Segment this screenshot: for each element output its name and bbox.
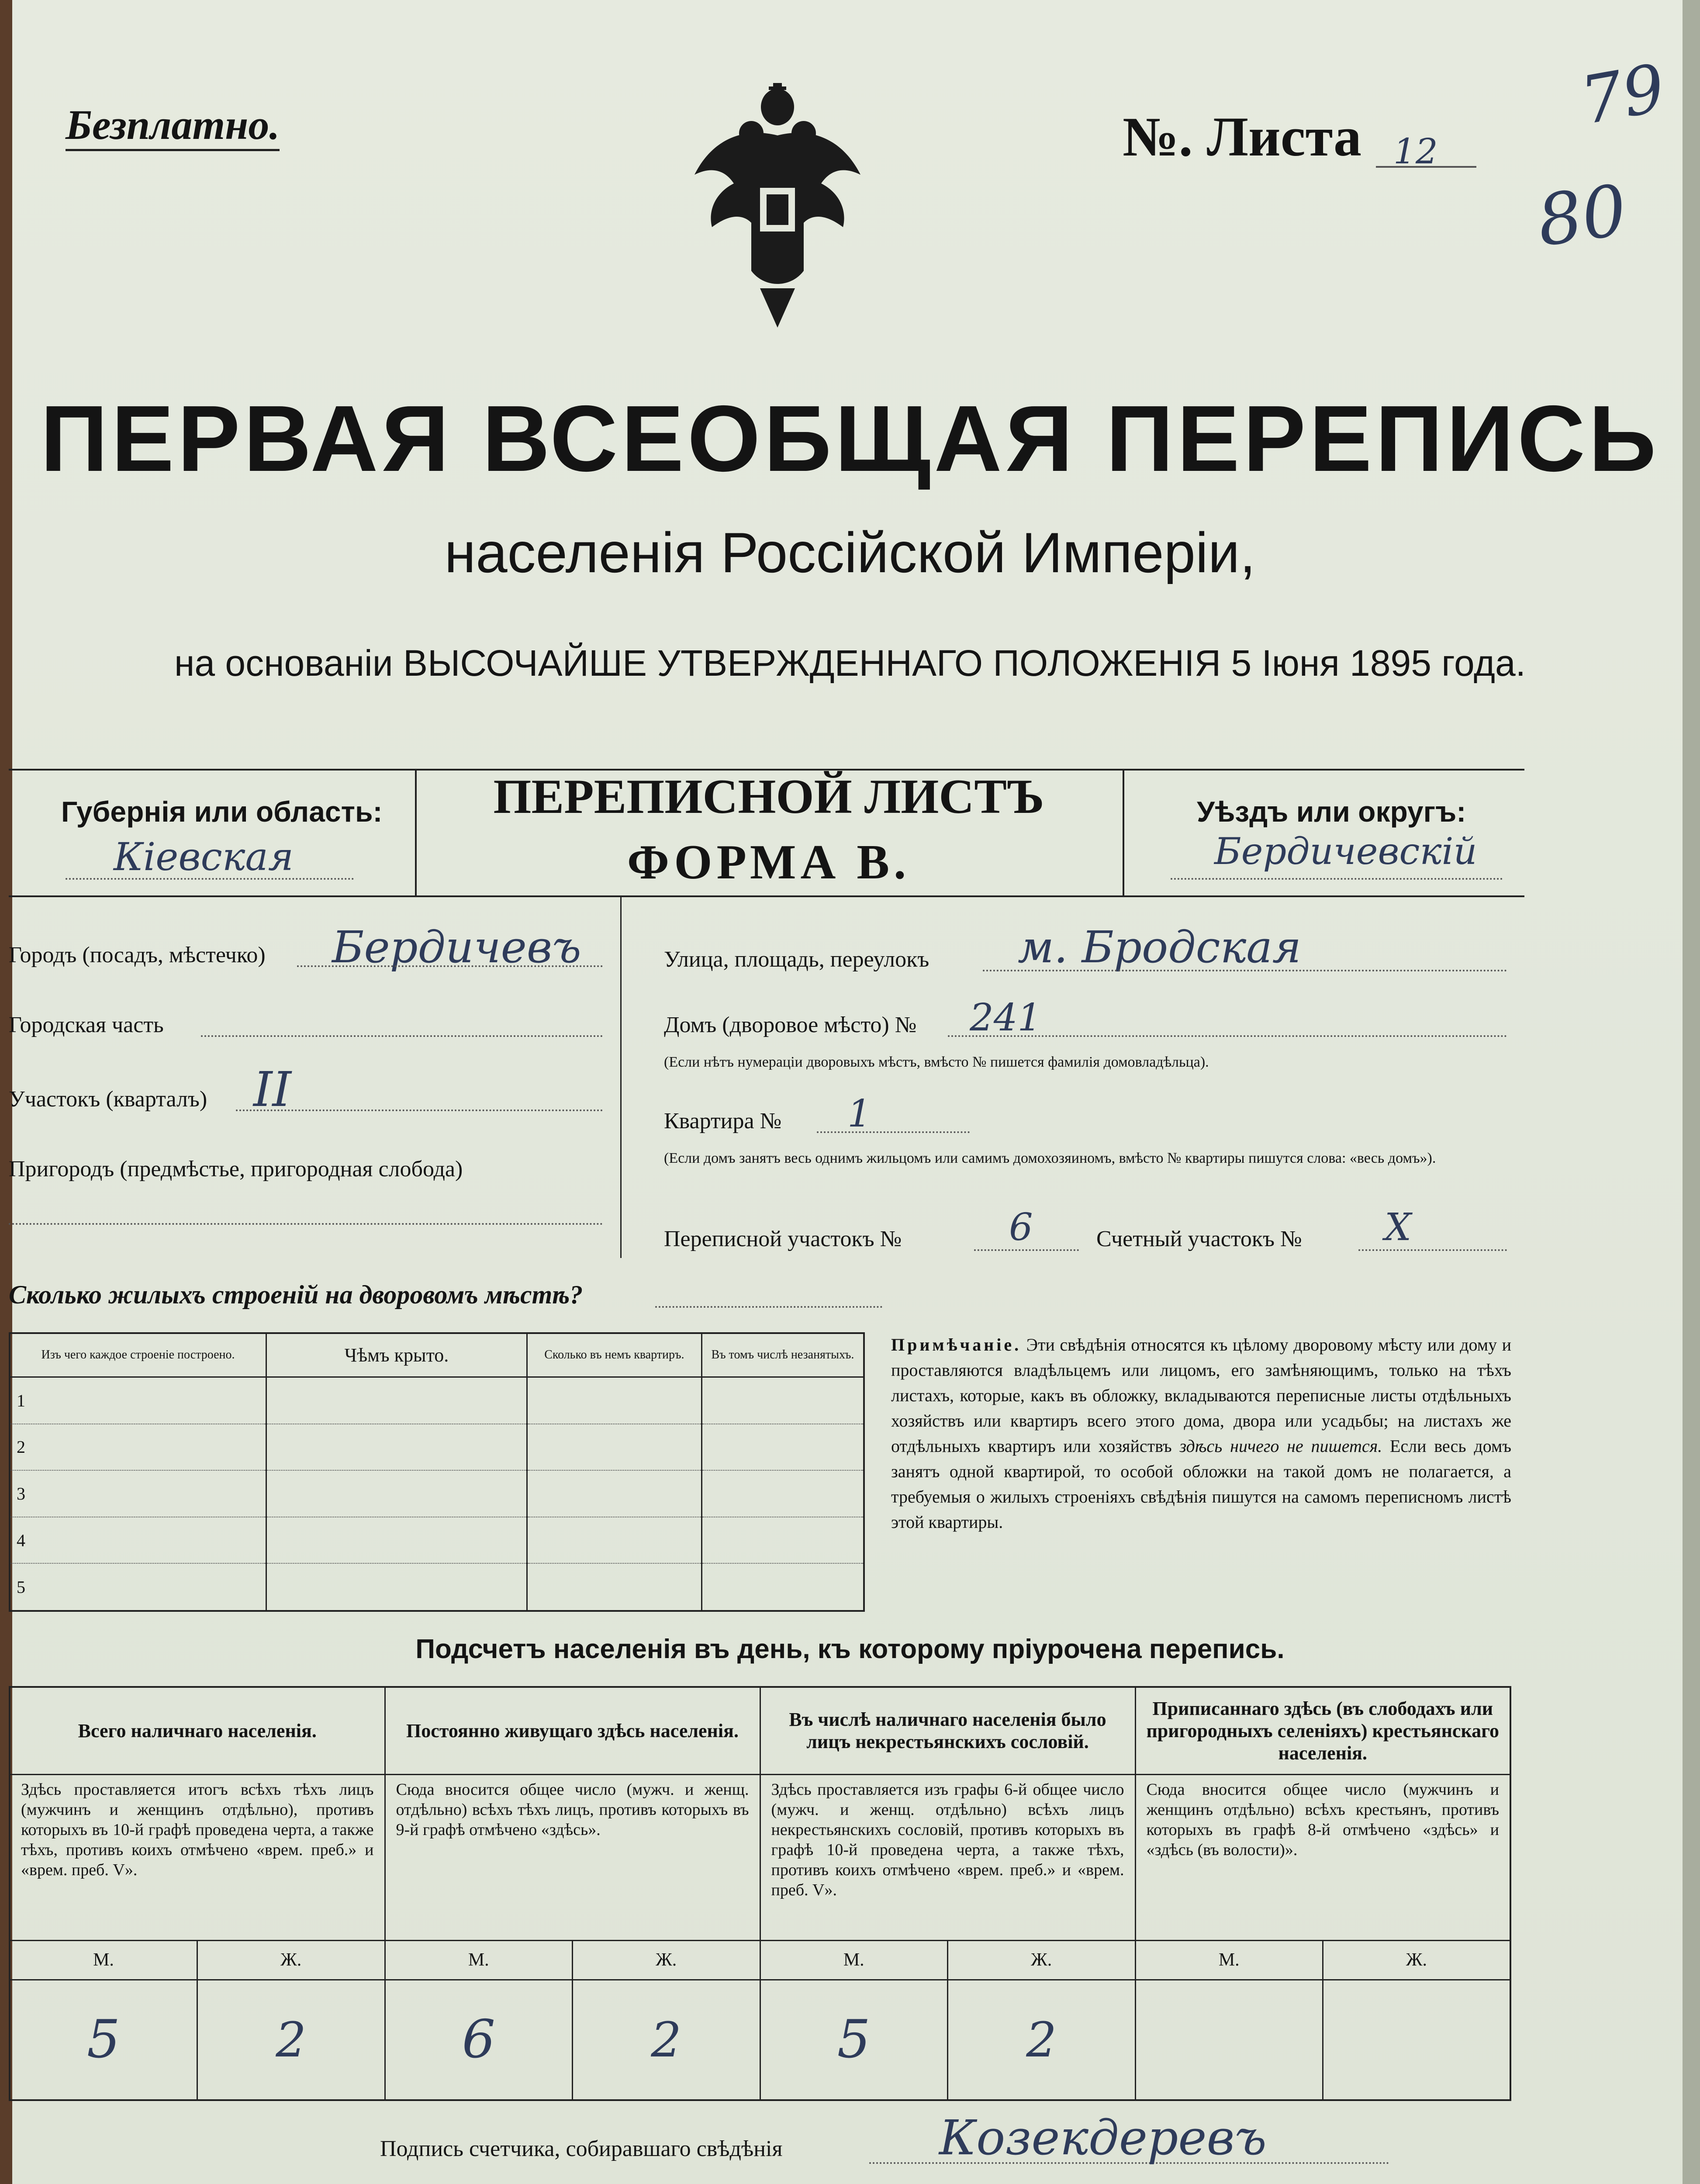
street-label: Улица, площадь, переулокъ <box>664 947 929 972</box>
count-header-present: Всего наличнаго населенія. <box>10 1687 385 1774</box>
population-count-table <box>9 1686 1511 2101</box>
count-header-permanent: Постоянно живущаго здѣсь населенія. <box>385 1687 760 1774</box>
male-label: М. <box>1135 1940 1323 1980</box>
female-label: Ж. <box>573 1940 760 1980</box>
note-text-italic: здѣсь ничего не пишется. <box>1179 1436 1382 1456</box>
subtitle: населенія Россійской Имперіи, <box>444 521 1256 584</box>
list-title: ПЕРЕПИСНОЙ ЛИСТЪ <box>493 770 1044 824</box>
count-non-peasant-male: 5 <box>760 1980 948 2100</box>
count-present-male: 5 <box>10 1980 197 2100</box>
count-desc-peasant: Сюда вносится общее число (мужчинъ и женщинъ отдѣльно) всѣхъ крестьянъ, противъ которыхъ въ графѣ 8-й отмѣчено «здѣсь» и «здѣсь (въ волости)». <box>1135 1774 1510 1940</box>
male-label: М. <box>385 1940 573 1980</box>
buildings-note <box>891 1332 1511 1535</box>
count-header-peasant: Приписаннаго здѣсь (въ слободахъ или пригородныхъ селеніяхъ) крестьянскаго населенія. <box>1135 1687 1510 1774</box>
count-header-non-peasant: Въ числѣ наличнаго населенія было лицъ некрестьянскихъ сословій. <box>760 1687 1135 1774</box>
archive-number-1: 79 <box>1575 50 1671 140</box>
male-label: М. <box>10 1940 197 1980</box>
signature-label: Подпись счетчика, собиравшаго свѣдѣнія <box>380 2136 783 2161</box>
count-peasant-male <box>1135 1980 1323 2100</box>
male-label: М. <box>760 1940 948 1980</box>
count-area-label: Счетный участокъ № <box>1096 1227 1302 1251</box>
count-desc-present: Здѣсь проставляется итогъ всѣхъ тѣхъ лицъ (мужчинъ и женщинъ отдѣльно), противъ которыхъ въ 10-й графѣ проведена черта, а также тѣхъ, противъ коихъ отмѣчено «врем. преб.» и «врем. преб. V». <box>10 1774 385 1940</box>
house-label: Домъ (дворовое мѣсто) № <box>664 1013 917 1037</box>
enumerator-signature: Козекдеревъ <box>939 2110 1267 2166</box>
buildings-row-number: 1 <box>10 1377 266 1424</box>
count-desc-non-peasant: Здѣсь проставляется изъ графы 6-й общее число (мужч. и женщ. отдѣльно) всѣхъ лицъ некрестьянскихъ сословій, противъ которыхъ въ графѣ 10-й проведена черта, а также тѣхъ, противъ коихъ отмѣчено «врем. преб.» и «врем. преб. V». <box>760 1774 1135 1940</box>
note-text-2: Если весь домъ занятъ одной квартирой, то особой обложки на такой домъ не полагается, а требуемыя о жилыхъ строеніяхъ свѣдѣнія пишутся на самомъ переписномъ листѣ этой квартиры. <box>891 1436 1512 1532</box>
sheet-number-value: 12 <box>1393 131 1438 172</box>
uezd-label: Уѣздъ или округъ: <box>1197 795 1466 828</box>
female-label: Ж. <box>197 1940 385 1980</box>
apartment-label: Квартира № <box>664 1109 782 1133</box>
count-present-female: 2 <box>197 1980 385 2100</box>
count-permanent-female: 2 <box>573 1980 760 2100</box>
gubernia-value: Кіевская <box>114 834 294 879</box>
count-desc-permanent: Сюда вносится общее число (мужч. и женщ. отдѣльно) всѣхъ тѣхъ лицъ, противъ которыхъ въ 9-й графѣ отмѣчено «здѣсь». <box>385 1774 760 1940</box>
double-headed-eagle-emblem <box>686 83 869 328</box>
apartment-value: 1 <box>847 1092 871 1136</box>
basis-line: на основаніи ВЫСОЧАЙШЕ УТВЕРЖДЕННАГО ПОЛОЖЕНІЯ 5 Іюня 1895 года. <box>174 643 1526 684</box>
buildings-table <box>9 1332 865 1612</box>
female-label: Ж. <box>948 1940 1136 1980</box>
buildings-header-roof: Чѣмъ крыто. <box>266 1333 527 1377</box>
buildings-row-number: 4 <box>10 1517 266 1564</box>
uezd-value: Бердичевскій <box>1214 830 1477 873</box>
count-non-peasant-female: 2 <box>948 1980 1136 2100</box>
free-label: Безплатно. <box>66 100 280 151</box>
gubernia-label: Губернія или область: <box>61 795 383 828</box>
buildings-header-vacant: Въ томъ числѣ незанятыхъ. <box>701 1333 864 1377</box>
apartment-note: (Если домъ занятъ весь однимъ жильцомъ или самимъ домохозяиномъ, вмѣсто № квартиры пишутся слова: «весь домъ»). <box>664 1150 1436 1166</box>
main-title: ПЕРВАЯ ВСЕОБЩАЯ ПЕРЕПИСЬ <box>40 386 1660 491</box>
buildings-header-material: Изъ чего каждое строеніе построено. <box>10 1333 266 1377</box>
buildings-row-number: 3 <box>10 1470 266 1517</box>
count-peasant-female <box>1323 1980 1511 2100</box>
sheet-number-label: №. Листа <box>1123 106 1361 168</box>
buildings-row-number: 5 <box>10 1563 266 1611</box>
city-label: Городъ (посадъ, мѣстечко) <box>9 943 266 968</box>
city-part-label: Городская часть <box>9 1013 164 1037</box>
house-note: (Если нѣтъ нумераціи дворовыхъ мѣстъ, вмѣсто № пишется фамилія домовладѣльца). <box>664 1054 1209 1070</box>
note-text-1: Эти свѣдѣнія относятся къ цѣлому дворовому мѣсту или дому и проставляются владѣльцемъ или лицомъ, его замѣняющимъ, только на тѣхъ листахъ, которые, какъ въ обложку, вкладываются переписные листы отдѣльныхъ хозяйствъ или квартиръ всего этого дома, двора или усадьбы; на листахъ же отдѣльныхъ квартиръ или хозяйствъ <box>891 1335 1512 1456</box>
street-value: м. Бродская <box>1018 922 1302 973</box>
female-label: Ж. <box>1323 1940 1511 1980</box>
form-name: ФОРМА В. <box>627 835 911 889</box>
count-permanent-male: 6 <box>385 1980 573 2100</box>
census-area-value: 6 <box>1009 1206 1033 1249</box>
count-area-value: X <box>1385 1206 1412 1249</box>
city-value: Бердичевъ <box>332 922 581 973</box>
buildings-question: Сколько жилыхъ строеній на дворовомъ мѣстѣ? <box>9 1280 583 1309</box>
right-edge <box>1683 0 1700 2184</box>
note-label: Примѣчаніе. <box>891 1335 1022 1355</box>
buildings-header-apartments: Сколько въ немъ квартиръ. <box>527 1333 701 1377</box>
archive-number-2: 80 <box>1532 169 1632 263</box>
census-area-label: Переписной участокъ № <box>664 1227 902 1251</box>
buildings-row-number: 2 <box>10 1424 266 1471</box>
count-title: Подсчетъ населенія въ день, къ которому пріурочена перепись. <box>415 1634 1285 1664</box>
suburb-label: Пригородъ (предмѣстье, пригородная слобода) <box>9 1157 463 1182</box>
district-value: II <box>253 1061 291 1117</box>
house-value: 241 <box>970 996 1042 1040</box>
district-label: Участокъ (кварталъ) <box>9 1087 207 1112</box>
